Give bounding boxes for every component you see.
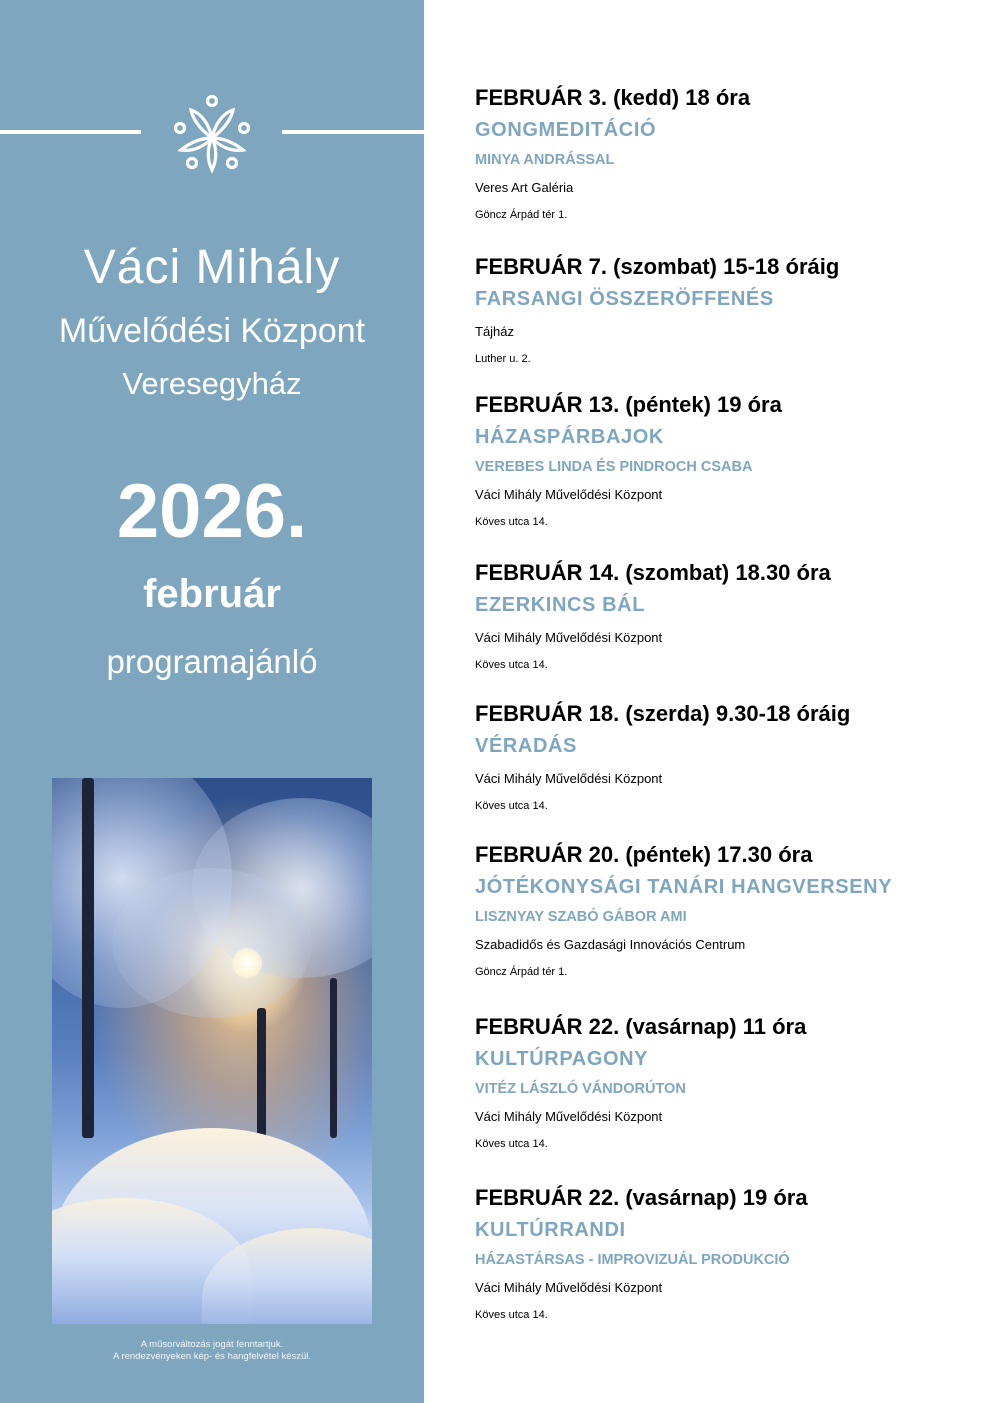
event-date: FEBRUÁR 22. (vasárnap) 11 óra bbox=[475, 1014, 807, 1039]
event-venue: Váci Mihály Művelődési Központ bbox=[475, 1109, 663, 1124]
event-item bbox=[475, 1185, 975, 1322]
event-item bbox=[475, 85, 975, 222]
org-city: Veresegyház bbox=[122, 366, 302, 401]
event-venue: Váci Mihály Művelődési Központ bbox=[475, 1280, 663, 1295]
event-item bbox=[475, 560, 975, 672]
event-address: Köves utca 14. bbox=[475, 1309, 548, 1321]
event-date: FEBRUÁR 22. (vasárnap) 19 óra bbox=[475, 1185, 808, 1210]
event-venue: Veres Art Galéria bbox=[475, 180, 574, 195]
event-venue: Váci Mihály Művelődési Központ bbox=[475, 487, 663, 502]
winter-forest-photo bbox=[52, 778, 372, 1324]
event-address: Göncz Árpád tér 1. bbox=[475, 966, 568, 978]
event-address: Köves utca 14. bbox=[475, 1138, 548, 1150]
event-address: Köves utca 14. bbox=[475, 800, 548, 812]
event-venue: Váci Mihály Művelődési Központ bbox=[475, 771, 663, 786]
decorative-rule-left bbox=[0, 130, 141, 134]
event-subtitle: VEREBES LINDA ÉS PINDROCH CSABA bbox=[475, 459, 753, 475]
event-item bbox=[475, 842, 975, 979]
event-item bbox=[475, 1014, 975, 1151]
event-date: FEBRUÁR 13. (péntek) 19 óra bbox=[475, 392, 782, 417]
event-item bbox=[475, 254, 975, 366]
sun-glow bbox=[232, 948, 262, 978]
decorative-rule-right bbox=[282, 130, 424, 134]
event-subtitle: MINYA ANDRÁSSAL bbox=[475, 152, 615, 168]
event-venue: Váci Mihály Művelődési Központ bbox=[475, 630, 663, 645]
event-date: FEBRUÁR 18. (szerda) 9.30-18 óráig bbox=[475, 701, 851, 726]
programme-label: programajánló bbox=[106, 643, 318, 680]
event-address: Luther u. 2. bbox=[475, 353, 531, 365]
event-venue: Tájház bbox=[475, 324, 515, 339]
event-item bbox=[475, 392, 975, 529]
footnote-line-1: A műsorváltozás jogát fenntartjuk. bbox=[140, 1339, 284, 1350]
event-subtitle: HÁZASTÁRSAS - IMPROVIZUÁL PRODUKCIÓ bbox=[475, 1252, 790, 1268]
year-heading: 2026. bbox=[116, 469, 308, 554]
event-title: EZERKINCS BÁL bbox=[475, 594, 646, 616]
event-subtitle: LISZNYAY SZABÓ GÁBOR AMI bbox=[475, 909, 687, 925]
event-address: Köves utca 14. bbox=[475, 659, 548, 671]
event-title: KULTÚRPAGONY bbox=[475, 1048, 649, 1070]
event-venue: Szabadidős és Gazdasági Innovációs Centrum bbox=[475, 937, 746, 952]
event-subtitle: VITÉZ LÁSZLÓ VÁNDORÚTON bbox=[475, 1081, 686, 1097]
event-title: VÉRADÁS bbox=[475, 735, 577, 757]
event-title: HÁZASPÁRBAJOK bbox=[475, 426, 664, 448]
org-name: Váci Mihály bbox=[83, 241, 341, 294]
event-address: Göncz Árpád tér 1. bbox=[475, 209, 568, 221]
event-date: FEBRUÁR 3. (kedd) 18 óra bbox=[475, 85, 751, 110]
event-title: KULTÚRRANDI bbox=[475, 1219, 626, 1241]
side-panel bbox=[0, 0, 424, 1403]
event-date: FEBRUÁR 20. (péntek) 17.30 óra bbox=[475, 842, 813, 867]
event-date: FEBRUÁR 7. (szombat) 15-18 óráig bbox=[475, 254, 840, 279]
footnote-line-2: A rendezvényeken kép- és hangfelvétel készül. bbox=[112, 1351, 312, 1362]
event-title: FARSANGI ÖSSZERÖFFENÉS bbox=[475, 288, 774, 310]
event-title: GONGMEDITÁCIÓ bbox=[475, 119, 657, 141]
event-date: FEBRUÁR 14. (szombat) 18.30 óra bbox=[475, 560, 831, 585]
flower-ornament-icon bbox=[171, 94, 253, 176]
event-title: JÓTÉKONYSÁGI TANÁRI HANGVERSENY bbox=[475, 876, 893, 898]
event-item bbox=[475, 701, 975, 813]
org-subtitle: Művelődési Központ bbox=[58, 312, 366, 350]
month-heading: február bbox=[143, 572, 281, 616]
event-address: Köves utca 14. bbox=[475, 516, 548, 528]
